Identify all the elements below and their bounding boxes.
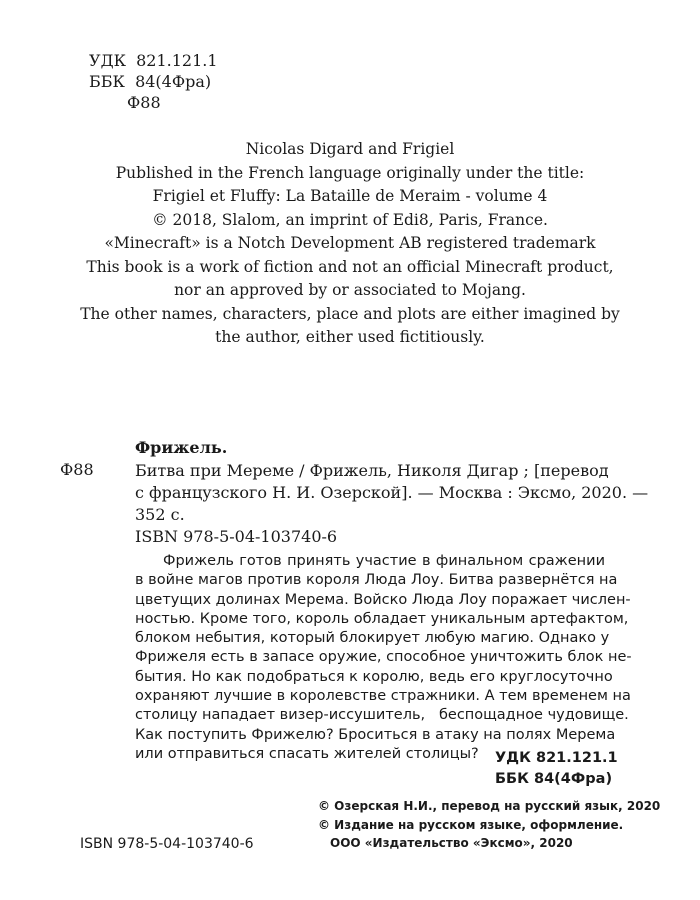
annotation-line: Фрижеля есть в запасе оружие, способное уничтожить блок не- xyxy=(135,649,632,666)
bib-isbn: ISBN 978-5-04-103740-6 xyxy=(135,527,338,546)
credit-line: © 2018, Slalom, an imprint of Edi8, Paris, France. xyxy=(152,210,548,229)
credit-line: the author, either used fictitiously. xyxy=(215,328,485,346)
copyright-line: © Озерская Н.И., перевод на русский язык, 2020 xyxy=(318,799,661,813)
author-mark: Ф88 xyxy=(127,93,161,112)
isbn-bottom: ISBN 978-5-04-103740-6 xyxy=(80,836,254,852)
bbk-code: ББК 84(4Фра) xyxy=(89,72,212,91)
annotation-line: бытия. Но как подобраться к королю, ведь его круглосуточно xyxy=(135,668,613,685)
annotation-line: или отправиться спасать жителей столицы? xyxy=(135,745,479,762)
annotation-line: столицу нападает визер-иссушитель, беспощадное чудовище. xyxy=(135,707,629,724)
copyright-block xyxy=(318,797,660,853)
credit-line: Published in the French language originally under the title: xyxy=(115,163,585,182)
udk-code: УДК 821.121.1 xyxy=(89,51,218,70)
annotation-line: в войне магов против короля Люда Лоу. Битва развернётся на xyxy=(135,572,618,589)
annotation xyxy=(135,552,632,764)
annotation-line: блоком небытия, который блокирует любую магию. Однако у xyxy=(135,630,610,647)
bib-line: с французского Н. И. Озерской]. — Москва : Эксмо, 2020. — xyxy=(135,483,649,502)
copyright-line: © Издание на русском языке, оформление. xyxy=(318,817,624,832)
annotation-line: Фрижель готов принять участие в финальном сражении xyxy=(163,553,605,569)
credit-line: Nicolas Digard and Frigiel xyxy=(245,140,455,158)
credit-line: «Minecraft» is a Notch Development AB registered trademark xyxy=(104,234,596,252)
annotation-line: ностью. Кроме того, король обладает уникальным артефактом, xyxy=(135,610,629,627)
bib-line: 352 с. xyxy=(135,505,185,524)
credit-line: The other names, characters, place and plots are either imagined by xyxy=(80,304,620,323)
bib-line: Битва при Мереме / Фрижель, Николя Дигар ; [перевод xyxy=(135,461,609,480)
bbk-code-bottom: ББК 84(4Фра) xyxy=(495,771,613,787)
classification-block xyxy=(89,50,218,113)
credit-line: nor an approved by or associated to Mojang. xyxy=(174,281,526,299)
bib-heading: Фрижель. xyxy=(135,438,228,457)
bib-description xyxy=(135,460,649,526)
original-credits xyxy=(60,138,640,350)
copyright-line: ООО «Издательство «Эксмо», 2020 xyxy=(330,836,573,850)
classification-bottom xyxy=(495,748,618,790)
bib-mark: Ф88 xyxy=(60,460,94,479)
credit-line: Frigiel et Fluffy: La Bataille de Meraim - volume 4 xyxy=(152,187,548,205)
annotation-line: Как поступить Фрижелю? Броситься в атаку на полях Мерема xyxy=(135,726,616,743)
credit-line: This book is a work of fiction and not an official Minecraft product, xyxy=(86,257,614,276)
annotation-line: охраняют лучшие в королевстве стражники. А тем временем на xyxy=(135,688,631,705)
annotation-line: цветущих долинах Мерема. Войско Люда Лоу поражает числен- xyxy=(135,591,631,608)
udk-code-bottom: УДК 821.121.1 xyxy=(495,750,618,766)
